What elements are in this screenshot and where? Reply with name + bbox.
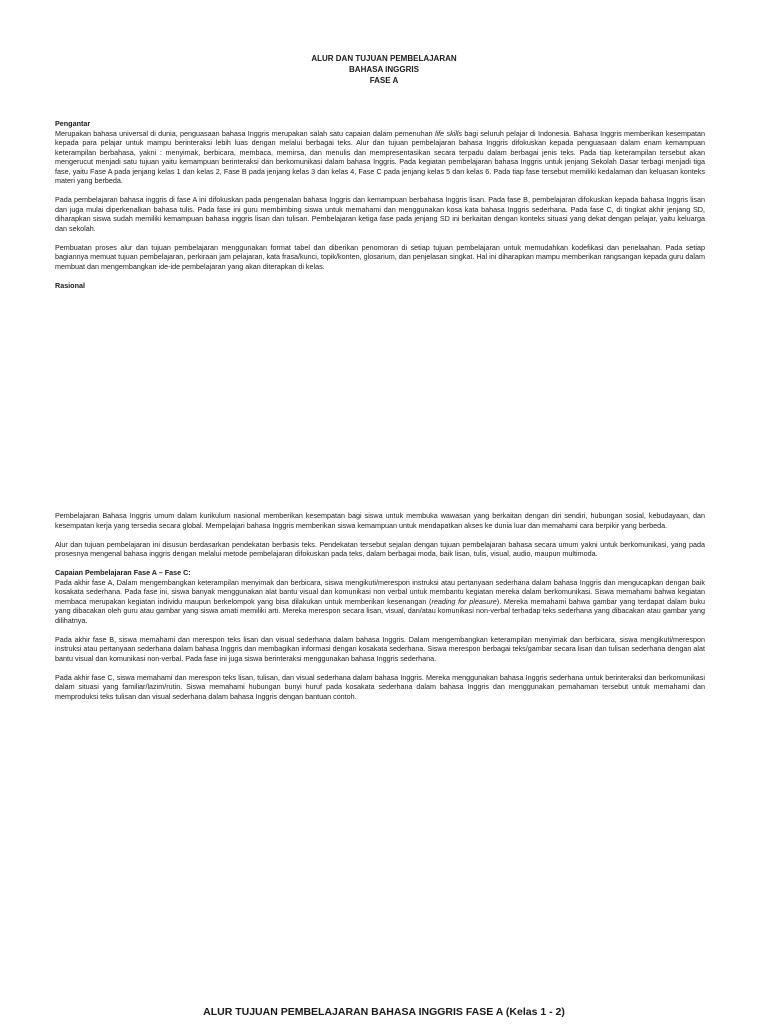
italic-term: life skills (434, 128, 463, 138)
text-run: ). Mereka memahami bahwa gambar yang terdapat dalam buku yang dibacakan oleh guru atau gambar yang siswa amati memiliki arti. Mereka merespon secara lisan, visual, dan/atau komunikasi non-verbal terhadap teks sederhana yang dibacakan atau gambar yang dilihatnya. (55, 596, 705, 625)
capaian-heading: Capaian Pembelajaran Fase A – Fase C: (55, 568, 191, 577)
document-title (0, 53, 768, 86)
text-run: bagi seluruh pelajar di Indonesia. Bahasa Inggris memberikan kesempatan kepada para pelajar untuk mampu berinteraksi lebih luas dengan melalui berbagai teks. Alur dan tujuan pembelajaran bahasa Inggris difokuskan kepada penguasaan dalam enam kemampuan keterampilan berbahasa, yakni : menyimak, berbicara, membaca, memirsa, dan menulis dan mempresentasikan secara terpadu dalam berbagai jenis teks. Pada tiap keterampilan tersebut akan mengerucut menjadi satu tujuan yaitu kemampuan berinteraksi dan berkomunikasi dalam bahasa Inggris. Pada kegiatan pembelajaran bahasa Inggris untuk jenjang Sekolah Dasar terbagi menjadi tiga fase, yaitu Fase A pada jenjang kelas 1 dan kelas 2, Fase B pada jenjang kelas 3 dan kelas 4, Fase C pada jenjang kelas 5 dan kelas 6. Pada tiap fase tersebut memiliki kedalaman dan keluasan konteks materi yang berbeda. (55, 128, 705, 185)
capaian-fase-b: Pada akhir fase B, siswa memahami dan merespon teks lisan dan visual sederhana dalam bahasa Inggris. Dalam mengembangkan keterampilan menyimak dan berbicara, siswa mengikuti/merespon instruksi atau pertanyaan sederhana dalam bahasa Inggris dan membagikan informasi dengan kosakata sederhana. Siswa merespon berbagai teks/gambar secara lisan dan tulisan sederhana dengan alat bantu visual dan komunikasi non-verbal. Pada fase ini juga siswa berinteraksi menggunakan bahasa Inggris sederhana. (55, 634, 705, 663)
capaian-fase-a (55, 578, 705, 626)
text-run: Pada akhir fase A, Dalam mengembangkan keterampilan menyimak dan berbicara, siswa mengikuti/merespon instruksi atau pertanyaan sederhana dalam bahasa Inggris dan mengucapkan dengan baik kosakata sederhana. Pada fase ini, siswa banyak menggunakan alat bantu visual dan komunikasi non verbal untuk membantu kegiatan mereka dalam berkomunikasi. Siswa memahami bahwa kegiatan membaca merupakan kegiatan individu maupun berkelompok yang bisa dilakukan untuk memberikan kesenangan ( (55, 577, 705, 606)
pengantar-paragraph-2: Pada pembelajaran bahasa inggris di fase A ini difokuskan pada pengenalan bahasa Inggris dan kemampuan berbahasa Inggris lisan. Pada fase B, pembelajaran difokuskan kepada bahasa Inggris lisan dan juga mulai diperkenalkan bahasa tulis. Pada fase ini guru membimbing siswa untuk memahami dan menggunakan kosa kata bahasa Inggris sederhana. Pada fase C, di tingkat akhir jenjang SD, diharapkan siswa sudah memiliki kemampuan bahasa inggris lisan dan tulisan. Pembelajaran ketiga fase pada jenjang SD ini berkaitan dengan konteks situasi yang dekat dengan pelajar, yaitu keluarga dan sekolah. (55, 195, 705, 233)
pengantar-paragraph-1 (55, 129, 705, 186)
rasional-section (55, 511, 705, 701)
text-run: Merupakan bahasa universal di dunia, penguasaan bahasa Inggris merupakan salah satu capaian dalam pemenuhan (55, 128, 435, 138)
title-line-3: FASE A (369, 76, 399, 85)
page-footer: ALUR TUJUAN PEMBELAJARAN BAHASA INGGRIS FASE A (Kelas 1 - 2) (203, 1006, 565, 1018)
pengantar-heading: Pengantar (55, 119, 91, 128)
capaian-fase-c: Pada akhir fase C, siswa memahami dan merespon teks lisan, tulisan, dan visual sederhana dalam bahasa Inggris. Mereka menggunakan bahasa Inggris sederhana untuk berinteraksi dan berkomunikasi dalam situasi yang familiar/lazim/rutin. Siswa memahami hubungan bunyi huruf pada kosakata sederhana dalam bahasa Inggris dan menggunakan pemahaman tersebut untuk memahami dan memproduksi teks tulisan dan visual sederhana dalam bahasa Inggris dengan bantuan contoh. (55, 672, 705, 701)
italic-term: reading for pleasure (431, 596, 497, 606)
pengantar-paragraph-3: Pembuatan proses alur dan tujuan pembelajaran menggunakan format tabel dan diberikan penomoran di setiap tujuan pembelajaran untuk memudahkan kodefikasi dan penelaahan. Pada setiap bagiannya memuat tujuan pembelajaran, perkiraan jam pelajaran, kata frasa/kunci, topik/konten, glosarium, dan penjelasan singkat. Hal ini diharapkan mampu memberikan rangsangan kepada guru dalam membuat dan mengembangkan ide-ide pembelajaran yang akan diterapkan di kelas. (55, 242, 705, 271)
title-line-2: BAHASA INGGRIS (349, 65, 419, 74)
rasional-paragraph-2: Alur dan tujuan pembelajaran ini disusun berdasarkan pendekatan berbasis teks. Pendekatan tersebut sejalan dengan tujuan pembelajaran bahasa secara umum yakni untuk berkomunikasi, yang pada prosesnya mengenal bahasa inggris dengan melalui metode pembelajaran difokuskan pada teks, dalam berbagai moda, baik lisan, tulis, visual, audio, maupun multimoda. (55, 539, 705, 558)
rasional-paragraph-1: Pembelajaran Bahasa Inggris umum dalam kurikulum nasional memberikan kesempatan bagi siswa untuk membuka wawasan yang berkaitan dengan diri sendiri, hubungan sosial, kebudayaan, dan kesempatan kerja yang tersedia secara global. Mempelajari bahasa Inggris memberikan siswa kemampuan untuk mendapatkan akses ke dunia luar dan memahami cara berpikir yang berbeda. (55, 511, 705, 530)
pengantar-section (55, 119, 705, 290)
rasional-heading: Rasional (55, 280, 85, 290)
title-line-1: ALUR DAN TUJUAN PEMBELAJARAN (311, 54, 457, 63)
